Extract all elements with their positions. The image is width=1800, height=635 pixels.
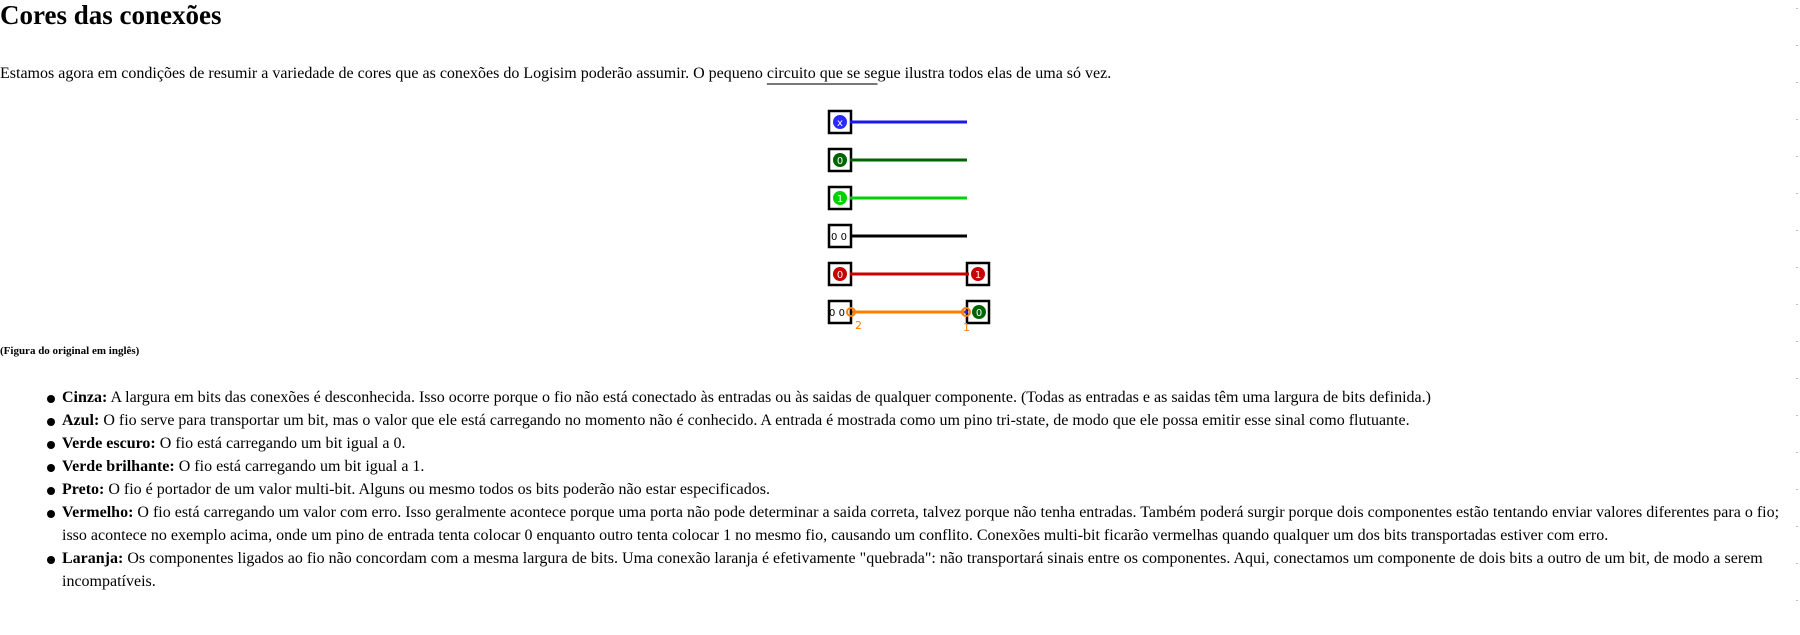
list-text: O fio é portador de um valor multi-bit. Alguns ou mesmo todos os bits poderão não estar especificados. bbox=[104, 481, 770, 498]
circuit-row-bright-green bbox=[829, 187, 967, 209]
svg-text:0: 0 bbox=[836, 270, 844, 281]
list-text: O fio serve para transportar um bit, mas o valor que ele está carregando no momento não é conhecido. A entrada é mostrada como um pino tri-state, de modo que ele possa emitir esse sinal como flutuante. bbox=[99, 412, 1410, 429]
bullet-icon bbox=[47, 510, 55, 518]
list-text: O fio está carregando um bit igual a 0. bbox=[155, 435, 406, 452]
svg-text:0 0: 0 0 bbox=[829, 308, 845, 319]
bullet-icon bbox=[47, 441, 55, 449]
bullet-icon bbox=[47, 487, 55, 495]
intro-text-before: Estamos agora em condições de resumir a variedade de cores que as conexões do Logisim poderão assumir. O pequeno bbox=[0, 65, 767, 82]
list-text: A largura em bits das conexões é desconhecida. Isso ocorre porque o fio não está conectado às entradas ou às saidas de qualquer componente. (Todas as entradas e as saidas têm uma largura de bits definida.) bbox=[107, 389, 1431, 406]
svg-text:1: 1 bbox=[836, 194, 844, 205]
bullet-icon bbox=[47, 556, 55, 564]
list-term: Preto: bbox=[62, 481, 105, 498]
list-item-verde-brilhante bbox=[44, 455, 1796, 478]
list-item-verde-escuro bbox=[44, 432, 1796, 455]
svg-text:2: 2 bbox=[855, 319, 862, 332]
list-term: Verde escuro: bbox=[62, 435, 156, 452]
figure-caption: (Figura do original em inglês) bbox=[0, 345, 140, 357]
svg-text:0 0: 0 0 bbox=[831, 232, 847, 243]
bullet-icon bbox=[47, 395, 55, 403]
circuit-row-dark-green bbox=[829, 149, 967, 171]
list-text: Os componentes ligados ao fio não concordam com a mesma largura de bits. Uma conexão laranja é efetivamente "quebrada": não transportará sinais entre os componentes. Aqui, conectamos um componente de dois bits a outro de um bit, de modo a serem incompatíveis. bbox=[62, 550, 1763, 590]
svg-text:1: 1 bbox=[963, 321, 970, 333]
list-item-laranja bbox=[44, 547, 1796, 593]
list-item-vermelho bbox=[44, 501, 1796, 547]
bullet-icon bbox=[47, 418, 55, 426]
bullet-icon bbox=[47, 464, 55, 472]
circuit-row-blue bbox=[829, 111, 967, 133]
list-term: Vermelho: bbox=[62, 504, 134, 521]
list-text: O fio está carregando um valor com erro. Isso geralmente acontece porque uma porta não pode determinar a saida correta, talvez porque não tenha entradas. Também poderá surgir porque dois componentes estão tentando enviar valores diferentes para o fio; isso acontece no exemplo acima, onde um pino de entrada tenta colocar 0 enquanto outro tenta colocar 1 no mesmo fio, causando um conflito. Conexões multi-bit ficarão vermelhas quando qualquer um dos bits transportadas estiver com erro. bbox=[62, 504, 1780, 544]
page-edge-divider bbox=[1796, 8, 1798, 628]
list-text: O fio está carregando um bit igual a 1. bbox=[174, 458, 425, 475]
svg-text:0: 0 bbox=[836, 156, 844, 167]
svg-text:x: x bbox=[837, 118, 843, 129]
intro-text-after: gue ilustra todos elas de uma só vez. bbox=[877, 65, 1112, 82]
circuit-row-black bbox=[829, 225, 967, 247]
list-term: Verde brilhante: bbox=[62, 458, 175, 475]
list-term: Laranja: bbox=[62, 550, 124, 567]
svg-text:1: 1 bbox=[974, 270, 982, 281]
svg-text:0: 0 bbox=[975, 308, 983, 319]
list-item-azul bbox=[44, 409, 1796, 432]
page-title: Cores das conexões bbox=[0, 0, 222, 30]
intro-underlined-text: circuito que se se bbox=[766, 65, 878, 82]
intro-paragraph bbox=[0, 64, 1111, 84]
wire-colors-circuit-figure bbox=[820, 108, 1000, 333]
list-term: Azul: bbox=[62, 412, 100, 429]
list-item-cinza bbox=[44, 386, 1796, 409]
wire-color-list bbox=[44, 386, 1796, 593]
list-term: Cinza: bbox=[62, 389, 108, 406]
list-item-preto bbox=[44, 478, 1796, 501]
circuit-row-red bbox=[829, 263, 989, 285]
circuit-row-orange bbox=[829, 301, 989, 333]
